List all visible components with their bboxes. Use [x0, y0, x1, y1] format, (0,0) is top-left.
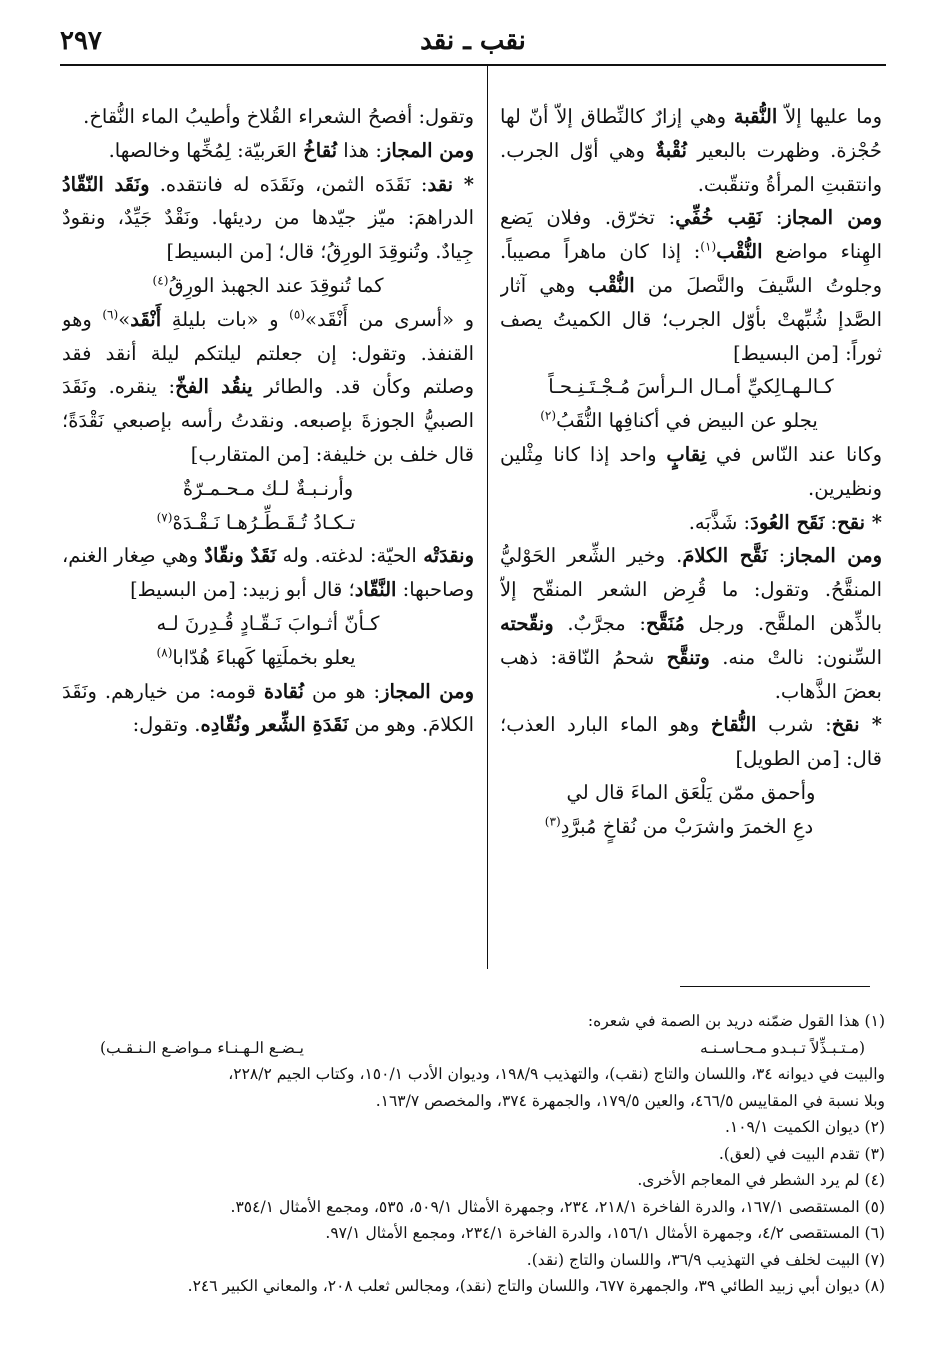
footnotes	[60, 1008, 885, 1358]
headword: ينقُد الفخّ	[175, 375, 253, 399]
paragraph-4	[500, 438, 882, 506]
text-run: الدراهمَ: ميّز جيّدها من رديئها. ونَقْدٌ جَيِّدٌ، ونقودٌ جِيادٌ. وتُنوقِدَ الورِقُ؛ قال؛ [من البسيط]	[62, 206, 474, 264]
footnote-8: (٨) ديوان أبي زبيد الطائي ٣٩، والجمهرة ٦٧٧، واللسان والتاج (نقد)، ومجالس ثعلب ٢٠٨، والمعاني الكبير ٢٤٦.	[187, 1277, 885, 1295]
headword: * نقخ	[831, 713, 882, 737]
paragraph-0	[62, 100, 474, 134]
paragraph-2	[62, 168, 474, 269]
footnote-1-verse-second: يـضـع الـهـنـاء مـواضـع الـنـقـب)	[100, 1038, 304, 1057]
footnote-1-intro: (١) هذا القول ضمّنه دريد بن الصمة في شعره:	[587, 1012, 885, 1030]
footnote-1-verse	[60, 1035, 885, 1062]
text-run: دعِ الخمرَ واشرَبْ من نُقاخٍ مُبرَّدِ	[560, 814, 814, 838]
header-rule	[60, 64, 886, 66]
headword: النُّقاخ	[710, 713, 757, 737]
text-run: تـكـادُ تُـقَـطِّـرُهـا نَـقْـدَهْ	[172, 510, 356, 534]
text-run: : تخرّق. وفلان يَضع الهِناء مواضع	[500, 206, 882, 264]
text-run: »	[118, 307, 131, 331]
left-column	[62, 100, 474, 970]
text-run: ؛ قال أبو زبيد: [من البسيط]	[130, 578, 355, 602]
text-run: :	[824, 510, 838, 534]
headword: نَقَدَةِ الشِّعر ونُقّادِه	[200, 713, 349, 737]
headword: وتنقَّح	[666, 645, 710, 669]
footnote-5: (٥) المستقصى ١٦٧/١، والدرة الفاخرة ٢١٨/١، ٢٣٤، وجمهرة الأمثال ٥٠٩/١، ٥٣٥، ومجمع الأمثال ٣٥٤/١.	[230, 1197, 885, 1216]
paragraph-0	[500, 100, 882, 201]
text-run: وهي آثار الصَّدإ شُبِّهتْ بأوّل الجرب؛ قال الكميتُ يصف ثوراً: [من البسيط]	[500, 273, 882, 365]
verse-line-8	[62, 607, 474, 641]
verse-line-5	[62, 472, 474, 506]
headword: نُقاخُ	[303, 138, 338, 162]
headword: نَقِب خُفِّي	[675, 206, 763, 230]
text-run: العَربيّة: لِمُخِّها وخالصها.	[108, 138, 304, 162]
headword: نَقَدٌ ونقّادٌ	[204, 544, 277, 568]
footnote-rule	[680, 986, 870, 987]
footnote-ref: (٢)	[540, 408, 557, 423]
text-run: و «بات بليلةِ	[161, 307, 290, 331]
text-run: : شرب	[756, 713, 832, 737]
text-run: : ينقره. ونَقَدَ الصبيُّ الجوزةَ بإصبعه. ونقدتُ رأسه بإصبعي نَقْدَةً؛ قال خلف بن خليفة: [من المتقارب]	[62, 375, 474, 466]
headword: ونقّحته	[500, 611, 554, 635]
running-title: نقب ـ نقد	[420, 26, 526, 56]
headword: * نقح	[837, 510, 882, 534]
headword: نَقَّح الكلامَ	[682, 544, 768, 568]
footnote-1-sources: والبيت في ديوانه ٣٤، واللسان والتاج (نقب)، والتهذيب ١٩٨/٩، وديوان الأدب ١٥٠/١، وكتاب الجيم ٢٢٨/٢،	[228, 1065, 885, 1083]
text-run: شحمُ النّاقة: ذهب بعضَ الذَّهاب.	[500, 645, 882, 703]
text-run: وأحمق ممّن يَلْعَق الماءَ قال لي	[566, 780, 816, 804]
footnote-4: (٤) لم يرد الشطر في المعاجم الأخرى.	[637, 1171, 885, 1189]
text-run: السِّنون: نالتْ منه.	[709, 645, 882, 669]
text-run: . وخير الشِّعر الحَوْليُّ المنقَّحُ. وتقول: ما قُرِض الشعر المنقّح إلاّ بالذِّهن الملقَّح. ورجل	[500, 544, 882, 635]
footnote-7: (٧) البيت لخلف في التهذيب ٣٦/٩، واللسان والتاج (نقد).	[526, 1250, 885, 1269]
verse-line-3	[500, 404, 882, 438]
text-run: يعلو بخملَتِها كَهباءَ هُدّابا	[172, 645, 356, 669]
footnote-ref: (٥)	[289, 307, 306, 322]
footnote-ref: (١)	[700, 239, 717, 254]
text-run: وتقول: أفصحُ الشعراء القُلاخ وأطيبُ الماء النُّقاخ.	[83, 105, 474, 128]
footnote-ref: (٣)	[544, 814, 561, 829]
text-run: . وتقول:	[132, 713, 201, 737]
page-header	[60, 22, 886, 66]
headword: النَّقّاد	[354, 578, 397, 602]
footnote-2: (٢) ديوان الكميت ١٠٩/١.	[724, 1118, 885, 1136]
paragraph-7	[62, 539, 474, 607]
text-run: وهو القنفذ. وتقول: إن جعلتم ليلتكم ليلة أنقد فقد وصلتم وكأن قد. والطائر	[62, 307, 474, 399]
text-run: و «أسرى من أَنْقَد»	[305, 307, 474, 331]
paragraph-5	[500, 506, 882, 540]
right-column	[500, 100, 882, 970]
text-run: وهو الماء البارد العذب؛ قال: [من الطويل]	[500, 713, 882, 771]
verse-line-9	[62, 641, 474, 675]
text-run: قومه: من خيارهم. ونَقَدَ الكلامَ. وهو من	[62, 679, 474, 737]
text-run: : هو من	[303, 679, 381, 703]
text-run: وهي إزارٌ كالنِّطاق إلاّ أنّ لها حُجْزة. وظهرت بالبعير	[500, 105, 882, 162]
footnote-ref: (٦)	[102, 307, 119, 322]
text-run: يجلو عن البيض في أكنافِها النُّقَبُ	[556, 409, 818, 433]
headword: النُّقبة	[733, 105, 778, 128]
headword: ومن المجاز	[782, 206, 882, 230]
paragraph-1	[62, 134, 474, 168]
page-number: ٢٩٧	[60, 26, 102, 56]
paragraph-4	[62, 303, 474, 472]
paragraph-7	[500, 708, 882, 776]
text-run: كـالـهـالِكيِّ أمـال الـرأسَ مُـجْـتَـنِـحـاً	[548, 375, 834, 399]
verse-line-9	[500, 810, 882, 844]
footnote-ref: (٤)	[152, 273, 169, 288]
text-run: وكانا عند النّاس في	[706, 442, 882, 466]
headword: النُّقْب	[588, 273, 635, 297]
text-run: : إذا كان ماهراً مصيباً. وجلوتُ السَّيفَ والنَّصلَ من	[500, 240, 882, 297]
footnote-ref: (٧)	[156, 510, 173, 525]
verse-line-3	[62, 269, 474, 303]
headword: ومن المجاز	[381, 138, 474, 162]
headword: ونَقَد النّقّادُ	[62, 172, 150, 196]
text-run: : نَقَدَه الثمن، ونَقَدَه له فانتقده.	[149, 172, 428, 196]
paragraph-6	[500, 539, 882, 708]
headword: نُقادة	[263, 679, 304, 703]
headword: ومن المجاز	[785, 544, 882, 568]
footnote-1-verse-first: (مـتـبـذِّلاً تـبـدو مـحـاسـنـه	[699, 1038, 865, 1057]
text-run: وما عليها إلاّ	[777, 105, 882, 128]
footnote-1-sources-cont: وبلا نسبة في المقاييس ٤٦٦/٥، والعين ١٧٩/٥، والجمهرة ٣٧٤، والمخصص ١٦٣/٧.	[375, 1091, 885, 1110]
headword: نِقابٍ	[666, 442, 707, 466]
headword: مُنَقَّح	[646, 611, 685, 635]
text-run: : هذا	[337, 138, 382, 162]
text-run: وأرنـبـةٌ لـك مـحـمـرّةٌ	[182, 476, 354, 500]
headword: نُقْبةٌ	[655, 138, 687, 162]
text-run: وهي صِغار الغنم، وصاحبها:	[62, 544, 474, 602]
headword: ونقدَتْه	[423, 544, 474, 568]
column-divider	[487, 64, 488, 969]
headword: ومن المجاز	[380, 679, 474, 703]
footnote-3: (٣) تقدم البيت في (لعق).	[718, 1144, 885, 1163]
text-run: :	[767, 544, 786, 568]
headword: أَنْقَد	[130, 307, 162, 331]
verse-line-8	[500, 776, 882, 810]
verse-line-2	[500, 370, 882, 404]
headword: نَقَح العُودَ	[750, 510, 825, 534]
text-run: واحد إذا كانا مِثْلين ونظيرين.	[500, 442, 882, 500]
footnote-6: (٦) المستقصى ٤/٢، وجمهرة الأمثال ١٥٦/١، والدرة الفاخرة ٢٣٤/١، ومجمع الأمثال ٩٧/١.	[325, 1224, 885, 1242]
headword: * نقد	[427, 172, 474, 196]
text-run: :	[762, 206, 783, 230]
text-run: الحيّة: لدغته. وله	[276, 544, 424, 568]
paragraph-1	[500, 201, 882, 370]
text-run: كـأنّ أثـوابَ نَـقّـادٍ قُـدِرنَ لـه	[156, 611, 380, 635]
paragraph-10	[62, 675, 474, 743]
verse-line-6	[62, 506, 474, 540]
footnote-ref: (٨)	[156, 645, 173, 660]
text-run: : مجرَّبٌ.	[553, 611, 646, 635]
headword: النُّقْب	[716, 240, 763, 264]
text-run: وهي أوّل الجرب. وانتقبتِ المرأةُ وتنقّبت.	[500, 138, 882, 196]
text-run: : شَذَّبَه.	[688, 510, 751, 534]
text-run: كما تُنوقِدَ عند الجهبذ الورِقُ	[168, 273, 384, 297]
